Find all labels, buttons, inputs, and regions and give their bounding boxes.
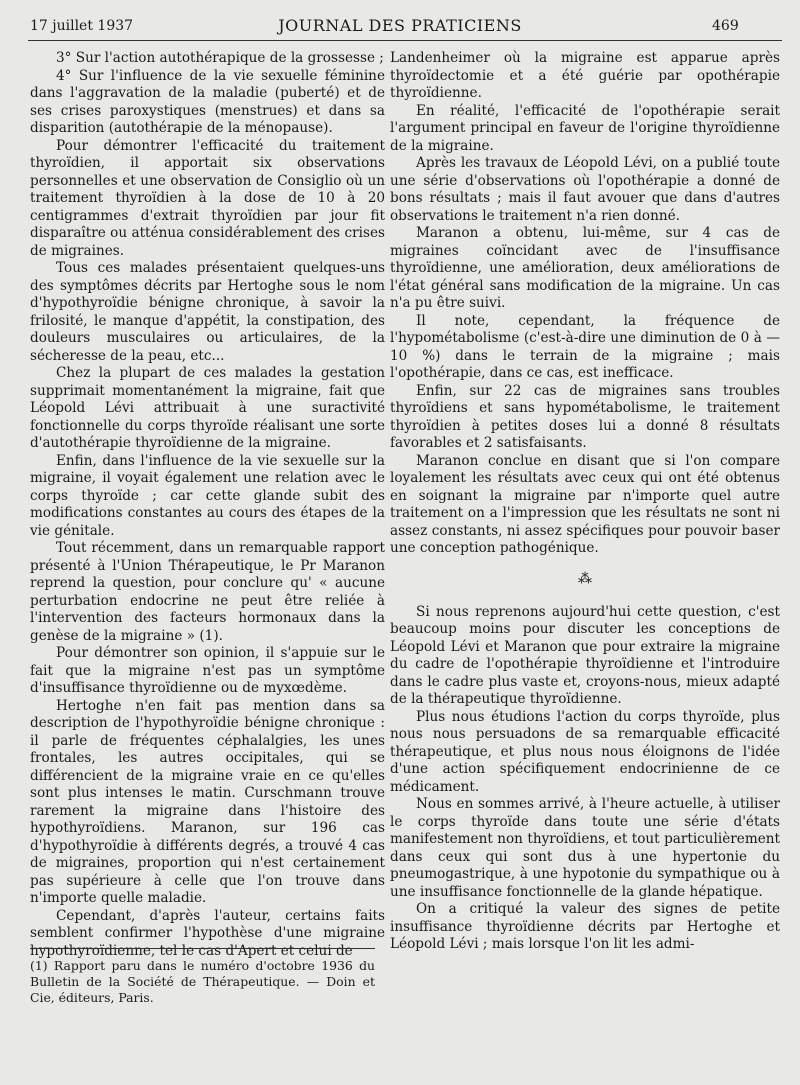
paragraph: En réalité, l'efficacité de l'opothérapie serait l'argument principal en faveur de l'origine thyroïdienne de la migraine. (390, 102, 780, 154)
paragraph: Enfin, sur 22 cas de migraines sans troubles thyroïdiens et sans hypométabolisme, le traitement thyroïdien à petites doses lui a donné 8 résultats favorables et 2 satisfaisants. (390, 382, 780, 451)
journal-title: JOURNAL DES PRATICIENS (278, 16, 522, 35)
header-rule (28, 40, 782, 41)
paragraph: Hertoghe n'en fait pas mention dans sa description de l'hypothyroïdie bénigne chronique : il parle de fréquentes céphalalgies, les unes frontales, les autres occipitales, qui se différencient de la migraine vraie en ce qu'elles sont plus intenses le matin. Curschmann trouve rarement la migraine dans l'histoire des hypothyroïdiens. Maranon, sur 196 cas d'hypothyroïdie à différents degrés, a trouvé 4 cas de migraines, proportion qui n'est certainement pas supérieure à celle que l'on trouve dans n'importe quelle maladie. (30, 697, 385, 906)
paragraph: Tout récemment, dans un remarquable rapport présenté à l'Union Thérapeutique, le Pr Maranon reprend la question, pour conclure qu' « aucune perturbation endocrine ne peut être reliée à l'intervention des facteurs hormonaux dans la genèse de la migraine » (1). (30, 540, 385, 644)
right-column (390, 50, 780, 954)
paragraph: Après les travaux de Léopold Lévi, on a publié toute une série d'observations où l'opothérapie a donné de bons résultats ; mais il faut avouer que dans d'autres observations le traitement n'a rien donné. (390, 155, 780, 224)
paragraph: On a critiqué la valeur des signes de petite insuffisance thyroïdienne décrits par Hertoghe et Léopold Lévi ; mais lorsque l'on lit les admi- (390, 901, 780, 952)
issue-date: 17 juillet 1937 (30, 18, 134, 34)
footnote-rule (30, 948, 375, 949)
paragraph: 4° Sur l'influence de la vie sexuelle féminine dans l'aggravation de la maladie (puberté) et de ses crises paroxystiques (menstrues) et dans sa disparition (autothérapie de la ménopause). (30, 67, 385, 136)
paragraph: Pour démontrer son opinion, il s'appuie sur le fait que la migraine n'est pas un symptôme d'insuffisance thyroïdienne ou de myxœdème. (30, 645, 385, 696)
footnote: (1) Rapport paru dans le numéro d'octobre 1936 du Bulletin de la Société de Thérapeutique. — Doin et Cie, éditeurs, Paris. (30, 958, 375, 1005)
paragraph: Il note, cependant, la fréquence de l'hypométabolisme (c'est-à-dire une diminution de 0 à — 10 %) dans le terrain de la migraine ; mais l'opothérapie, dans ce cas, est inefficace. (390, 312, 780, 381)
paragraph: Pour démontrer l'efficacité du traitement thyroïdien, il apportait six observations personnelles et une observation de Consiglio où un traitement thyroïdien à la dose de 10 à 20 centigrammes d'extrait thyroïdien par jour fit disparaître ou atténua considérablement des crises de migraines. (30, 137, 385, 259)
paragraph: Cependant, d'après l'auteur, certains faits semblent confirmer l'hypothèse d'une migraine hypothyroïdienne, tel le cas d'Apert et celui de (30, 907, 385, 959)
paragraph: Chez la plupart de ces malades la gestation supprimait momentanément la migraine, fait que Léopold Lévi attribuait à une suractivité fonctionnelle du corps thyroïde réalisant une sorte d'autothérapie thyroïdienne de la migraine. (30, 365, 385, 451)
page-number: 469 (712, 18, 739, 34)
paragraph: Landenheimer où la migraine est apparue après thyroïdectomie et a été guérie par opothérapie thyroïdienne. (390, 50, 780, 101)
paragraph: 3° Sur l'action autothérapique de la grossesse ; (56, 50, 384, 66)
paragraph: Plus nous étudions l'action du corps thyroïde, plus nous nous persuadons de sa remarquable efficacité thérapeutique, et plus nous nous éloignons de l'idée d'une action spécifiquement endocrinienne de ce médicament. (390, 708, 780, 795)
paragraph: Maranon a obtenu, lui-même, sur 4 cas de migraines coïncidant avec de l'insuffisance thyroïdienne, une amélioration, deux améliorations de l'état général sans modification de la migraine. Un cas n'a pu être suivi. (390, 225, 780, 311)
paragraph: Si nous reprenons aujourd'hui cette question, c'est beaucoup moins pour discuter les conceptions de Léopold Lévi et Maranon que pour extraire la migraine du cadre de l'opothérapie thyroïdienne et l'introduire dans le cadre plus vaste et, croyons-nous, mieux adapté de la thérapeutique thyroïdienne. (390, 603, 780, 707)
paragraph: Maranon conclue en disant que si l'on compare loyalement les résultats avec ceux qui ont été obtenus en soignant la migraine par n'importe quel autre traitement on a l'impression que les résultats ne sont ni assez constants, ni assez spécifiques pour pouvoir baser une conception pathogénique. (390, 452, 780, 556)
paragraph: Nous en sommes arrivé, à l'heure actuelle, à utiliser le corps thyroïde dans toute une série d'états manifestement non thyroïdiens, et tout particulièrement dans ceux qui sont dus à une hypertonie du pneumogastrique, à une hypotonie du sympathique ou à une insuffisance fonctionnelle de la glande hépatique. (390, 796, 780, 900)
paragraph: Enfin, dans l'influence de la vie sexuelle sur la migraine, il voyait également une relation avec le corps thyroïde ; car cette glande subit des modifications constantes au cours des étapes de la vie génitale. (30, 452, 385, 539)
section-separator: ⁂ (578, 570, 592, 587)
paragraph: Tous ces malades présentaient quelques-uns des symptômes décrits par Hertoghe sous le nom d'hypothyroïdie bénigne chronique, à savoir la frilosité, le manque d'appétit, la constipation, des douleurs musculaires ou articulaires, de la sécheresse de la peau, etc... (30, 260, 385, 364)
left-column (30, 50, 385, 960)
